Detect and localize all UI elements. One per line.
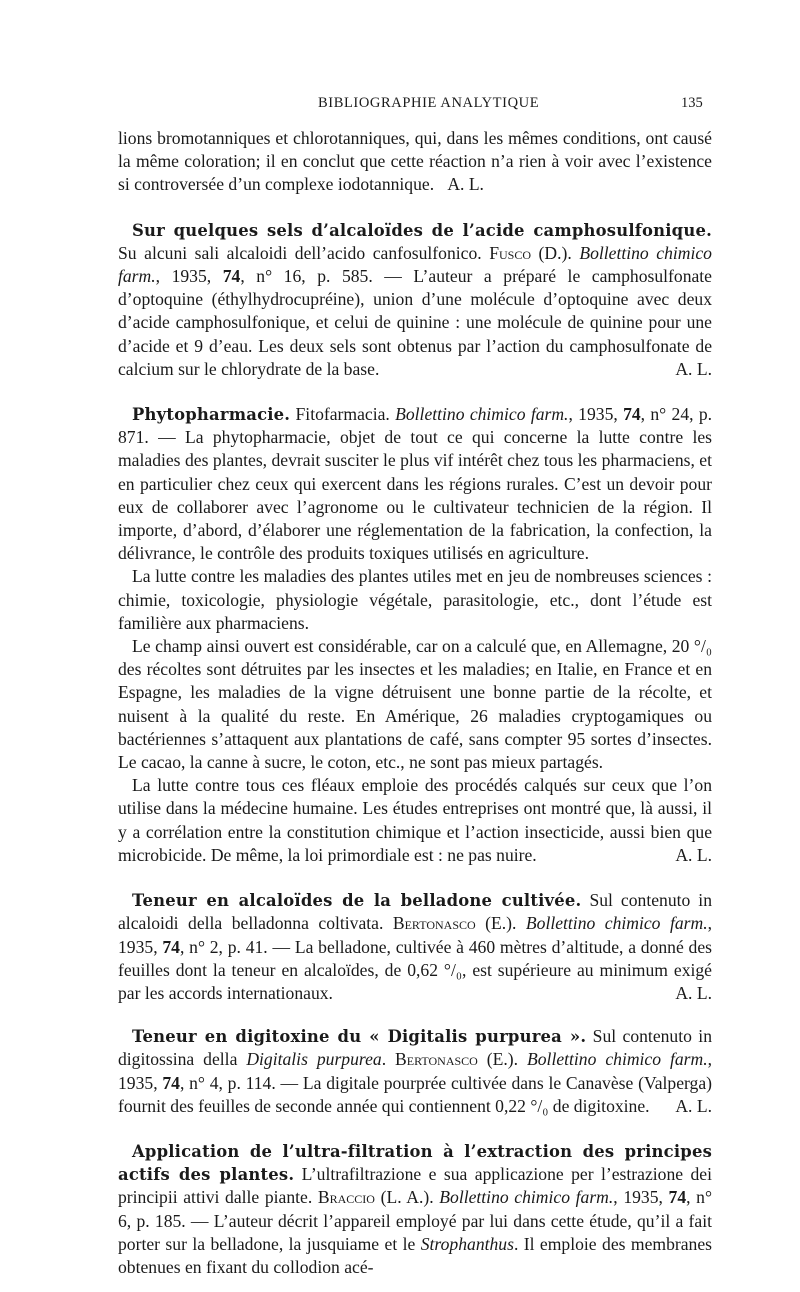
entry-ref: , 1935, (568, 404, 624, 425)
entry-volume: 74 (668, 1187, 687, 1208)
entry-body: La digitale pourprée cultivée dans le Canavèse (Valperga) fournit des feuilles de seconde année qui contiennent 0,22 °/₀ de digitoxine. (118, 1072, 713, 1116)
entry-author-initials: (E.). (477, 1049, 528, 1070)
entry-volume: 74 (162, 936, 180, 957)
continued-paragraph (118, 127, 712, 197)
entry-ref: , 1935, (118, 1049, 713, 1093)
entry-ref-end: , n° 2, p. 41. — (179, 936, 295, 957)
entry-title: Teneur en alcaloïdes de la belladone cultivée. (132, 891, 582, 911)
entry-title: Teneur en digitoxine du « Digitalis purpurea ». (132, 1027, 587, 1047)
entry-journal: Bollettino chimico farm. (525, 913, 708, 934)
entry-title: Application de l’ultra-filtration à l’extraction des principes actifs des plantes. (118, 1141, 712, 1185)
entry-subtitle-end: . (381, 1049, 396, 1070)
entry-subtitle: Sul contenuto in alcaloidi della belladonna coltivata. (118, 890, 712, 934)
entry-ref: , 1935, (613, 1187, 669, 1208)
entry-phytopharmacie (118, 403, 712, 565)
entry-paragraph (118, 774, 712, 867)
entry-body-end: . Il emploie des membranes obtenues en fixant du collodion acé- (118, 1233, 712, 1277)
entry-journal: Bollettino chimico farm. (439, 1187, 614, 1208)
signature: A. L. (675, 982, 712, 1003)
signature: A. L. (675, 358, 712, 379)
entry-subtitle: L’ultrafiltrazione e sua applicazione per l’estrazione dei principii attivi dalle piante. (118, 1164, 712, 1208)
entry-ref-end: , n° 24, p. 871. — (118, 404, 713, 448)
entry-paragraph: La lutte contre les maladies des plantes utiles met en jeu de nombreuses sciences : chimie, toxicologie, physiologie végétale, parasitologie, etc., dont l’étude est familière aux pharmaciens. (118, 566, 712, 633)
entry-author: Bertonasco (395, 1049, 478, 1070)
entry-body: La phytopharmacie, objet de tout ce qui concerne la lutte contre les maladies des plantes, devrait susciter le plus vif intérêt chez tous les pharmaciens, et en particulier chez ceux qui exercent dans les régions rurales. C’est un devoir pour eux de collaborer avec l’agronome ou le cultivateur technicien de la région. Il importe, d’abord, d’élaborer une réglementation de la fabrication, la confection, la délivrance, le contrôle des produits toxiques utilisés en agriculture. (118, 427, 712, 564)
entry-ref-end: , n° 6, p. 185. — (118, 1187, 713, 1231)
entry-body: La lutte contre tous ces fléaux emploie des procédés calqués sur ceux que l’on utilise dans la médecine humaine. Les études entreprises ont montré que, là aussi, il y a corrélation entre la constitution chimique et l’action insecticide, aussi bien que microbicide. De même, la loi primordiale est : ne pas nuire. (118, 775, 712, 865)
continued-text: lions bromotanniques et chlorotanniques, qui, dans les mêmes conditions, ont causé la même coloration; il en conclut que cette réaction n’a rien à voir avec l’existence si controversée d’un complexe iodotannique. (118, 128, 712, 195)
entry-volume: 74 (222, 266, 241, 287)
entry-title: Phytopharmacie. (132, 405, 291, 425)
entry-belladone (118, 889, 712, 1005)
entry-author: Braccio (317, 1187, 375, 1208)
entry-author: Fusco (489, 242, 531, 263)
entry-camphosulfonate (118, 219, 712, 381)
signature: A. L. (675, 844, 712, 865)
entry-author: Bertonasco (392, 913, 476, 934)
entry-subtitle: Su alcuni sali alcaloidi dell’acido canfosulfonico. (118, 242, 490, 263)
entry-ref: , 1935, (155, 266, 223, 287)
running-title: BIBLIOGRAPHIE ANALYTIQUE (318, 95, 540, 111)
entry-author-initials: (L. A.). (374, 1187, 440, 1208)
entry-body: L’auteur a préparé le camphosulfonate d’optoquine (éthylhydrocupréine), union d’une molécule d’optoquine avec deux d’acide camphosulfonique, et celui de quinine : une molécule de quinine pour une d’acide et 9 d’eau. Les deux sels sont obtenus par l’action du camphosulfonate de calcium sur le chlorydrate de la base. (118, 266, 712, 379)
entry-journal: Bollettino chimico farm. (527, 1049, 708, 1070)
entry-body: La belladone, cultivée à 460 mètres d’altitude, a donné des feuilles dont la teneur en alcaloïdes, de 0,62 °/₀, est supérieure au minimum exigé par les accords internationaux. (118, 936, 713, 1003)
entry-journal: Bollettino chimico farm. (395, 404, 569, 425)
entry-author-initials: (E.). (475, 913, 526, 934)
entry-body: L’auteur décrit l’appareil employé par lui dans cette étude, qu’il a fait porter sur la belladone, la jusquiame et le (118, 1210, 712, 1254)
entry-paragraph: Le champ ainsi ouvert est considérable, car on a calculé que, en Allemagne, 20 °/₀ des récoltes sont détruites par les insectes et les maladies; en Italie, en France et en Espagne, les maladies de la vigne détruisent une bonne partie de la récolte, et nuisent à la qualité du reste. En Amérique, 26 maladies cryptogamiques ou bactériennes s’attaquent aux plantations de café, sans compter 95 sortes d’insectes. Le cacao, la canne à sucre, le coton, etc., ne sont pas mieux partagés. (118, 636, 712, 773)
entry-ultrafiltration (118, 1140, 712, 1279)
entry-body-species: Strophanthus (420, 1233, 514, 1254)
entry-title: Sur quelques sels d’alcaloïdes de l’acide camphosulfonique. (132, 220, 712, 240)
running-header (0, 92, 800, 116)
text-column (118, 127, 712, 1279)
signature: A. L. (447, 174, 484, 195)
entry-ref-end: , n° 4, p. 114. — (179, 1072, 303, 1093)
entry-author-initials: (D.). (531, 242, 580, 263)
signature: A. L. (675, 1095, 712, 1116)
entry-digitoxine (118, 1025, 712, 1118)
page-number: 135 (681, 95, 703, 111)
entry-subtitle: Fitofarmacia. (290, 404, 396, 425)
entry-ref: , 1935, (118, 913, 712, 957)
entry-ref-end: , n° 16, p. 585. — (240, 266, 414, 287)
entry-volume: 74 (623, 404, 641, 425)
entry-subtitle: Sul contenuto in digitossina della (118, 1026, 712, 1070)
entry-subtitle-species: Digitalis purpurea (246, 1049, 382, 1070)
entry-volume: 74 (162, 1072, 180, 1093)
entry-journal: Bollettino chimico farm. (118, 242, 712, 287)
